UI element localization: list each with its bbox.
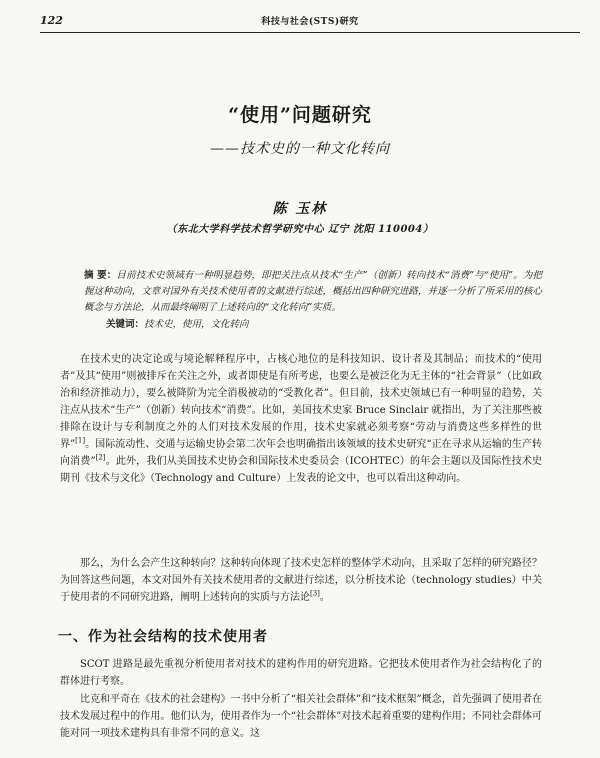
journal-name: 科技与社会(STS)研究 xyxy=(261,17,359,27)
paragraph-1-text-b: 。国际流动性、交通与运输史协会第二次年会也明确指出该领域的技术史研究“正在寻求从运输的生产转向消费” xyxy=(60,439,542,467)
section-heading: 一、作为社会结构的技术使用者 xyxy=(58,629,268,645)
abstract xyxy=(84,268,542,316)
abstract-label: 摘 要： xyxy=(84,270,117,281)
paragraph-1 xyxy=(60,351,542,487)
author-name: 陈 玉林 xyxy=(272,201,328,217)
running-head xyxy=(40,14,580,30)
keywords-text: 技术史，使用，文化转向 xyxy=(144,319,249,330)
author-affiliation: （东北大学科学技术哲学研究中心 辽宁 沈阳 110004） xyxy=(166,224,434,235)
article-subtitle: ——技术史的一种文化转向 xyxy=(210,141,390,157)
citation-3: [3] xyxy=(310,589,320,598)
abstract-text: 目前技术史领域有一种明显趋势，即把关注点从技术“生产”（创新）转向技术“消费”与“使用”。为把握这种动向，文章对国外有关技术使用者的文献进行综述，概括出四种研究进路，并逐一分析了所采用的核心概念与方法论，从而最终阐明了上述转向的“文化转向”实质。 xyxy=(84,270,542,313)
paragraph-3: SCOT 进路是最先重视分析使用者对技术的建构作用的研究进路。它把技术使用者作为社会结构化了的群体进行考察。 xyxy=(60,659,542,687)
citation-2: [2] xyxy=(95,453,106,462)
paragraph-1-text-a: 在技术史的决定论或与境论解释程序中，占核心地位的是科技知识、设计者及其制品；而技术的“使用者”及其“使用”则被排斥在关注之外，或者即使是有所考虑，也要么是被泛化为无主体的“社会背景”（比如政治和经济推动力），要么被降阶为完全消极被动的“受教化者”。但目前，技术史领域已有一种明显的趋势，关注点从技术“生产”（创新）转向技术“消费”。比如，美国技术史家 Bruce Sinclair 就指出，为了关注那些被排除在设计与专利制度之外的人们对技术发展的作用，技术史家就必须考察“劳动与消费这些多样性的世界” xyxy=(60,354,542,450)
paragraph-2-text-b: 。 xyxy=(319,592,330,603)
keywords xyxy=(106,316,536,330)
citation-1: [1] xyxy=(75,436,86,445)
header-rule xyxy=(40,32,580,33)
keywords-label: 关键词： xyxy=(106,319,145,330)
article-title: “使用”问题研究 xyxy=(228,104,372,126)
page-number: 122 xyxy=(40,14,63,27)
paragraph-2 xyxy=(60,555,542,606)
paragraph-2-text-a: 那么，为什么会产生这种转向？这种转向体现了技术史怎样的整体学术动向，且采取了怎样的研究路径？为回答这些问题，本文对国外有关技术使用者的文献进行综述，以分析技术论（technology studies）中关于使用者的不同研究进路，阐明上述转向的实质与方法论 xyxy=(60,558,542,603)
paragraph-4: 比克和平奇在《技术的社会建构》一书中分析了“相关社会群体”和“技术框架”概念，首先强调了使用者在技术发展过程中的作用。他们认为，使用者作为一个“社会群体”对技术起着重要的建构作用；不同社会群体可能对同一项技术建构具有非常不同的意义。这 xyxy=(60,694,542,739)
paragraph-1-text-c: 。此外，我们从美国技术史协会和国际技术史委员会（ICOHTEC）的年会主题以及国际性技术史期刊《技术与文化》（Technology and Culture）上发表的论文中，也可以看出这种动向。 xyxy=(60,456,542,484)
